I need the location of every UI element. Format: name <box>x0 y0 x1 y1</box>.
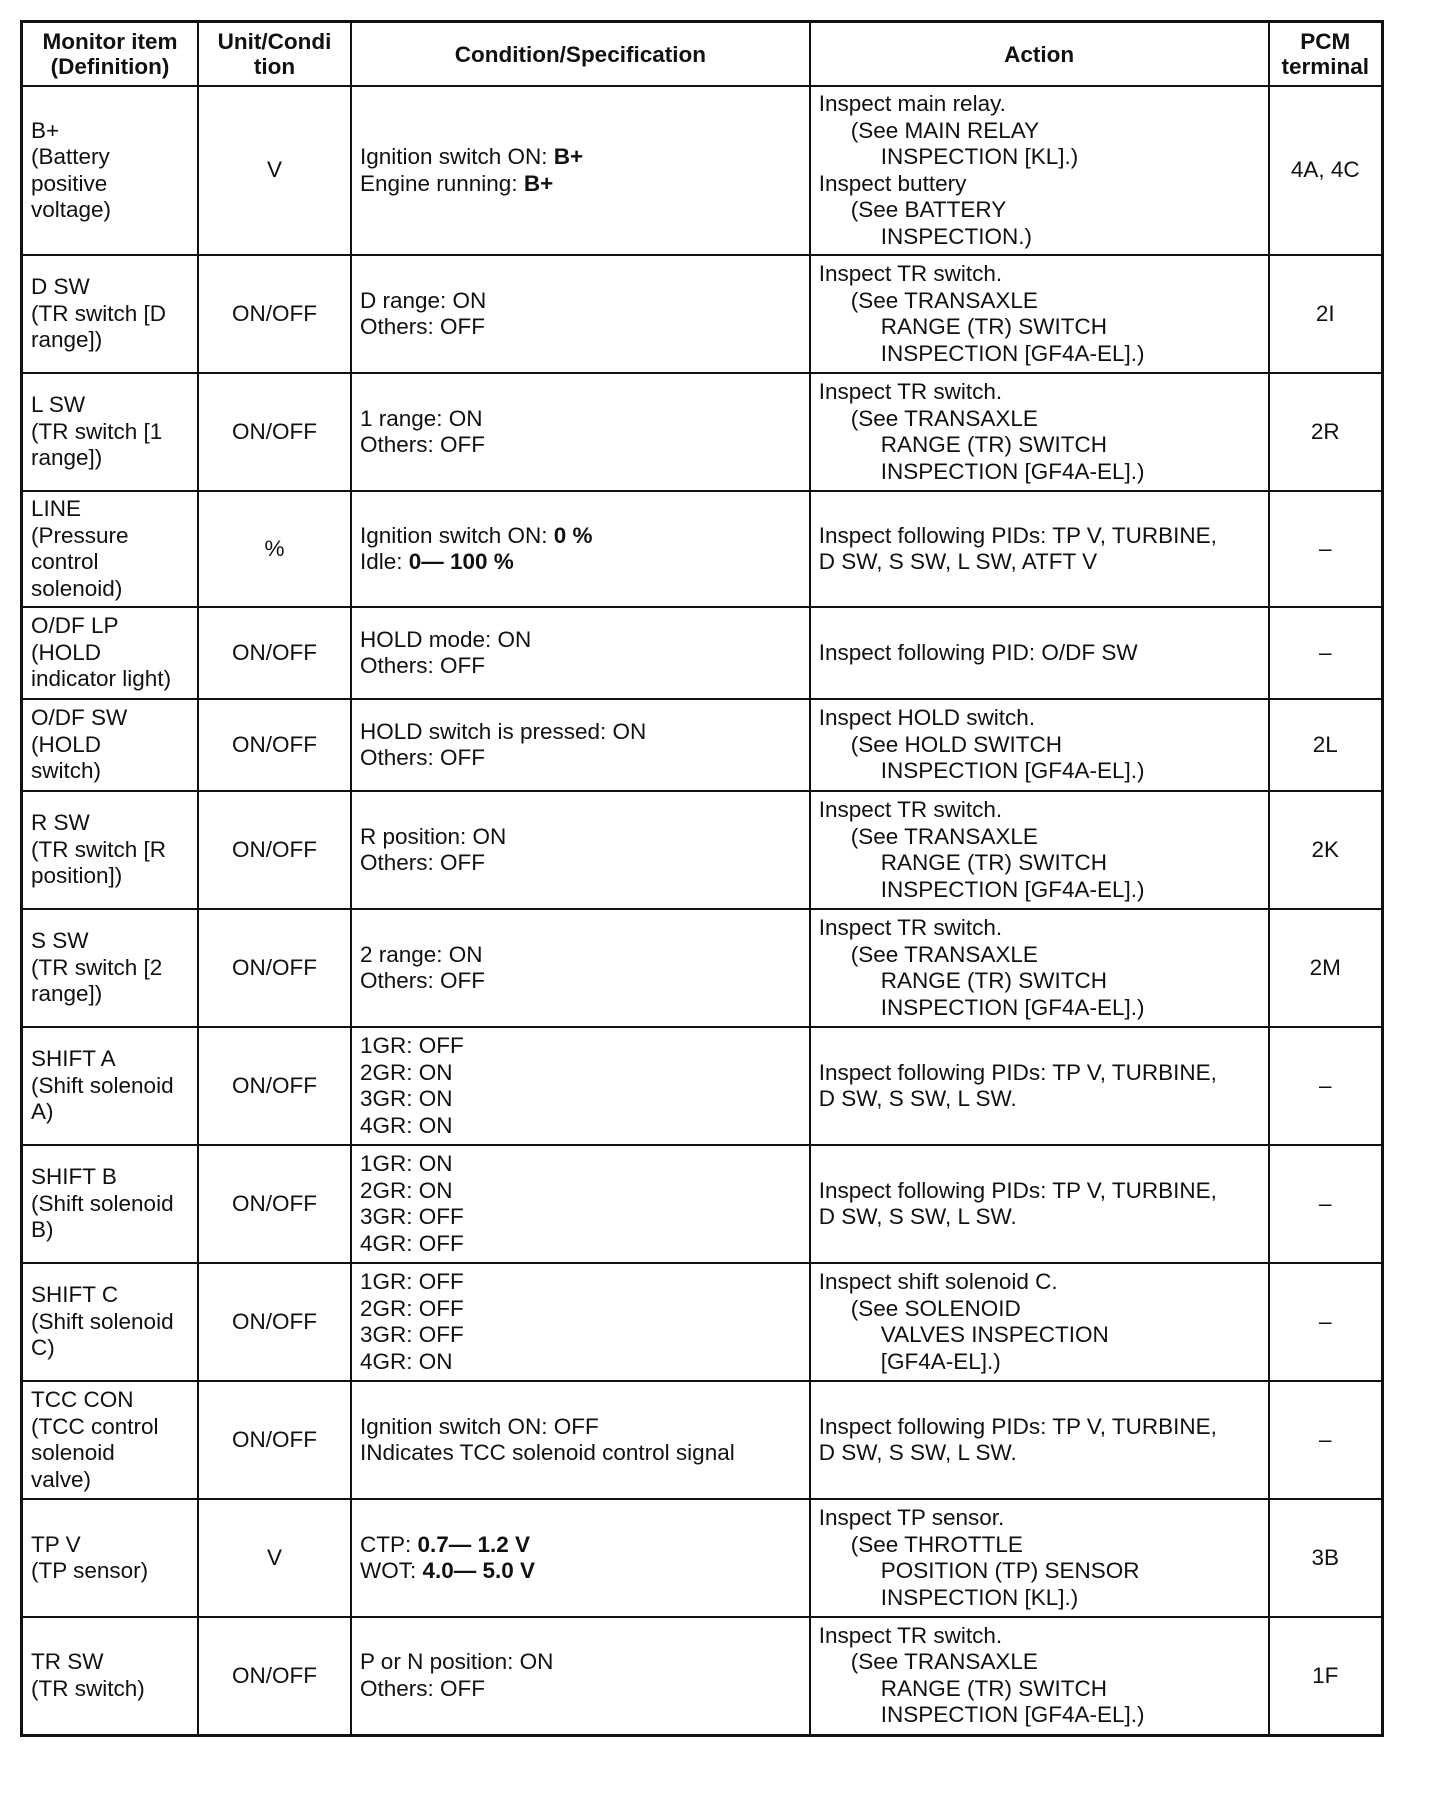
specification-label: 4GR: ON <box>359 1112 453 1138</box>
specification-line <box>360 1440 801 1467</box>
pcm-terminal-cell: 2I <box>1269 255 1383 373</box>
monitor-item-line: (Battery <box>31 144 110 169</box>
specification-line <box>360 850 801 877</box>
unit-cell: V <box>198 86 351 255</box>
action-line: Inspect following PIDs: TP V, TURBINE, <box>818 522 1217 548</box>
monitor-item-line: control <box>31 549 99 574</box>
action-line: Inspect buttery <box>818 170 967 196</box>
specification-cell <box>351 1145 810 1263</box>
monitor-item-line: SHIFT A <box>31 1046 116 1072</box>
action-line: (See TRANSAXLE <box>850 823 1038 849</box>
monitor-item-line: TP V <box>31 1531 81 1557</box>
table-row <box>22 909 1383 1027</box>
monitor-item-line: range]) <box>31 445 103 471</box>
specification-label: Others: OFF <box>359 850 485 875</box>
specification-line <box>360 1269 801 1296</box>
action-line: Inspect following PID: O/DF SW <box>818 639 1138 665</box>
action-line: INSPECTION [GF4A-EL].) <box>880 876 1145 902</box>
monitor-item-line: C) <box>31 1335 55 1361</box>
monitor-item-line: (Shift solenoid <box>31 1308 174 1334</box>
action-cell <box>810 86 1269 255</box>
specification-line <box>360 549 801 576</box>
monitor-item-line: TCC CON <box>31 1387 134 1412</box>
specification-line <box>360 144 801 171</box>
specification-label: P or N position: ON <box>359 1649 554 1675</box>
table-body <box>22 86 1383 1735</box>
specification-line <box>360 719 801 746</box>
action-line: (See SOLENOID <box>850 1295 1021 1321</box>
monitor-item-line: (TR switch [R <box>31 836 166 862</box>
specification-label: Others: OFF <box>359 1675 485 1701</box>
specification-line <box>360 968 801 995</box>
pcm-terminal-cell: – <box>1269 1145 1383 1263</box>
specification-cell <box>351 791 810 909</box>
specification-label: HOLD mode: ON <box>359 626 532 652</box>
unit-cell: ON/OFF <box>198 1145 351 1263</box>
action-line: Inspect TR switch. <box>818 797 1003 822</box>
monitor-item-line: D SW <box>31 274 90 300</box>
specification-line <box>360 1086 801 1113</box>
specification-label: D range: ON <box>359 287 487 313</box>
specification-label: 1GR: OFF <box>359 1033 464 1058</box>
action-line: D SW, S SW, L SW. <box>818 1440 1017 1465</box>
action-line: RANGE (TR) SWITCH <box>880 968 1107 993</box>
pcm-terminal-cell: 2L <box>1269 699 1383 791</box>
specification-cell <box>351 1027 810 1145</box>
pcm-terminal-cell: 3B <box>1269 1499 1383 1617</box>
specification-label: Others: OFF <box>359 653 485 678</box>
specification-line <box>360 314 801 341</box>
specification-line <box>360 1532 801 1559</box>
unit-cell: ON/OFF <box>198 1617 351 1735</box>
specification-value: 0— 100 % <box>408 549 514 574</box>
action-cell <box>810 1263 1269 1381</box>
specification-label: Ignition switch ON: <box>359 522 554 548</box>
specification-value: 0 % <box>553 522 593 548</box>
monitor-item-line: L SW <box>31 392 86 418</box>
table-row <box>22 1263 1383 1381</box>
specification-line <box>360 1349 801 1376</box>
specification-line <box>360 288 801 315</box>
specification-label: 2 range: ON <box>359 941 483 967</box>
action-line: Inspect following PIDs: TP V, TURBINE, <box>818 1059 1217 1085</box>
specification-label: Others: OFF <box>359 432 485 457</box>
monitor-item-line: TR SW <box>31 1649 104 1675</box>
action-line: Inspect TR switch. <box>818 1622 1003 1648</box>
monitor-item-cell <box>22 1381 199 1499</box>
specification-line <box>360 1558 801 1585</box>
table-row <box>22 1499 1383 1617</box>
unit-cell: % <box>198 491 351 607</box>
specification-label: Idle: <box>359 549 409 574</box>
monitor-item-cell <box>22 791 199 909</box>
action-line: INSPECTION [GF4A-EL].) <box>880 340 1145 366</box>
specification-line <box>360 523 801 550</box>
action-cell <box>810 699 1269 791</box>
monitor-item-cell <box>22 1027 199 1145</box>
monitor-item-line: SHIFT C <box>31 1282 119 1308</box>
action-cell <box>810 1145 1269 1263</box>
specification-value: B+ <box>523 170 554 196</box>
action-line: D SW, S SW, L SW. <box>818 1086 1017 1111</box>
unit-cell: V <box>198 1499 351 1617</box>
action-line: [GF4A-EL].) <box>880 1348 1001 1374</box>
specification-cell <box>351 1381 810 1499</box>
specification-line <box>360 432 801 459</box>
action-line: Inspect main relay. <box>818 91 1006 116</box>
action-cell <box>810 1499 1269 1617</box>
monitor-item-line: S SW <box>31 928 89 954</box>
action-line: RANGE (TR) SWITCH <box>880 850 1107 875</box>
monitor-item-line: R SW <box>31 810 90 836</box>
action-cell <box>810 491 1269 607</box>
action-cell <box>810 791 1269 909</box>
specification-cell <box>351 86 810 255</box>
specification-label: 1GR: OFF <box>359 1269 464 1294</box>
table-row <box>22 491 1383 607</box>
specification-value: 4.0— 5.0 V <box>422 1558 536 1583</box>
monitor-item-cell <box>22 373 199 491</box>
specification-label: 2GR: OFF <box>359 1295 464 1321</box>
header-condition-specification: Condition/Specification <box>351 22 810 87</box>
monitor-item-line: solenoid <box>31 1440 115 1465</box>
specification-label: Ignition switch ON: <box>359 144 554 169</box>
monitor-item-cell <box>22 699 199 791</box>
pcm-terminal-cell: – <box>1269 1381 1383 1499</box>
specification-label: 2GR: ON <box>359 1177 453 1203</box>
specification-cell <box>351 1263 810 1381</box>
specification-line <box>360 1204 801 1231</box>
monitor-item-line: O/DF LP <box>31 613 119 639</box>
monitor-item-line: LINE <box>31 496 82 521</box>
specification-label: Others: OFF <box>359 968 485 993</box>
monitor-item-line: valve) <box>31 1466 92 1492</box>
specification-label: 3GR: ON <box>359 1086 453 1111</box>
monitor-item-line: SHIFT B <box>31 1164 117 1190</box>
monitor-item-cell <box>22 491 199 607</box>
unit-cell: ON/OFF <box>198 909 351 1027</box>
action-line: Inspect TR switch. <box>818 261 1003 286</box>
action-cell <box>810 1381 1269 1499</box>
action-cell <box>810 373 1269 491</box>
specification-line <box>360 745 801 772</box>
specification-label: INdicates TCC solenoid control signal <box>359 1440 735 1465</box>
unit-cell: ON/OFF <box>198 699 351 791</box>
unit-cell: ON/OFF <box>198 1381 351 1499</box>
action-line: POSITION (TP) SENSOR <box>880 1558 1140 1583</box>
header-unit-condition: Unit/Condi tion <box>198 22 351 87</box>
header-row <box>22 22 1383 87</box>
table-row <box>22 255 1383 373</box>
monitor-item-line: B) <box>31 1217 54 1243</box>
table-row <box>22 86 1383 255</box>
monitor-item-line: B+ <box>31 117 60 143</box>
action-line: INSPECTION [GF4A-EL].) <box>880 458 1145 484</box>
monitor-item-cell <box>22 1499 199 1617</box>
monitor-item-line: (Pressure <box>31 522 129 548</box>
monitor-item-cell <box>22 1263 199 1381</box>
specification-label: 2GR: ON <box>359 1059 453 1085</box>
action-line: (See BATTERY <box>850 197 1007 222</box>
table-row <box>22 1145 1383 1263</box>
specification-line <box>360 942 801 969</box>
action-cell <box>810 255 1269 373</box>
specification-label: R position: ON <box>359 823 507 849</box>
action-line: Inspect shift solenoid C. <box>818 1269 1058 1294</box>
specification-line <box>360 1322 801 1349</box>
monitor-item-cell <box>22 255 199 373</box>
specification-line <box>360 406 801 433</box>
pcm-terminal-cell: 2K <box>1269 791 1383 909</box>
specification-line <box>360 1649 801 1676</box>
unit-cell: ON/OFF <box>198 791 351 909</box>
table-header <box>22 22 1383 87</box>
unit-cell: ON/OFF <box>198 1027 351 1145</box>
action-cell <box>810 1027 1269 1145</box>
action-line: INSPECTION.) <box>880 223 1033 249</box>
monitor-item-line: solenoid) <box>31 575 123 601</box>
specification-cell <box>351 1499 810 1617</box>
action-line: INSPECTION [KL].) <box>880 144 1079 169</box>
action-line: Inspect TP sensor. <box>818 1505 1005 1530</box>
action-line: D SW, S SW, L SW, ATFT V <box>818 549 1098 574</box>
specification-label: Ignition switch ON: OFF <box>359 1413 599 1439</box>
action-line: (See TRANSAXLE <box>850 1649 1038 1675</box>
action-line: VALVES INSPECTION <box>880 1322 1109 1347</box>
monitor-item-line: (TR switch [2 <box>31 954 163 980</box>
table-row <box>22 607 1383 699</box>
table-row <box>22 699 1383 791</box>
monitor-item-line: positive <box>31 170 108 196</box>
specification-cell <box>351 255 810 373</box>
unit-cell: ON/OFF <box>198 373 351 491</box>
action-line: RANGE (TR) SWITCH <box>880 432 1107 457</box>
action-line: (See HOLD SWITCH <box>850 731 1063 757</box>
pcm-terminal-cell: 4A, 4C <box>1269 86 1383 255</box>
action-line: (See THROTTLE <box>850 1531 1023 1557</box>
monitor-item-line: (Shift solenoid <box>31 1072 174 1098</box>
specification-value: B+ <box>553 144 584 169</box>
monitor-item-cell <box>22 607 199 699</box>
monitor-item-line: (HOLD <box>31 639 102 665</box>
header-action: Action <box>810 22 1269 87</box>
table-row <box>22 1381 1383 1499</box>
monitor-item-line: range]) <box>31 981 103 1007</box>
action-line: INSPECTION [GF4A-EL].) <box>880 758 1145 784</box>
specification-line <box>360 1676 801 1703</box>
action-line: D SW, S SW, L SW. <box>818 1204 1017 1229</box>
specification-line <box>360 824 801 851</box>
monitor-item-line: range]) <box>31 327 103 353</box>
pcm-terminal-cell: 2M <box>1269 909 1383 1027</box>
monitor-item-line: A) <box>31 1099 54 1125</box>
pcm-terminal-cell: 1F <box>1269 1617 1383 1735</box>
specification-cell <box>351 607 810 699</box>
specification-label: 1GR: ON <box>359 1151 453 1176</box>
monitor-item-line: switch) <box>31 758 102 784</box>
specification-cell <box>351 1617 810 1735</box>
monitor-item-line: (HOLD <box>31 731 102 757</box>
monitor-item-line: O/DF SW <box>31 705 128 731</box>
action-line: Inspect HOLD switch. <box>818 705 1036 731</box>
pid-monitor-table <box>20 20 1384 1737</box>
unit-cell: ON/OFF <box>198 255 351 373</box>
specification-line <box>360 1113 801 1140</box>
action-line: (See MAIN RELAY <box>850 117 1040 143</box>
specification-line <box>360 1033 801 1060</box>
action-cell <box>810 909 1269 1027</box>
specification-line <box>360 1060 801 1087</box>
specification-label: HOLD switch is pressed: ON <box>359 718 647 744</box>
specification-line <box>360 1296 801 1323</box>
specification-line <box>360 1151 801 1178</box>
table-row <box>22 1617 1383 1735</box>
specification-label: CTP: <box>359 1531 418 1557</box>
action-line: RANGE (TR) SWITCH <box>880 314 1107 339</box>
table-row <box>22 373 1383 491</box>
specification-label: 4GR: ON <box>359 1348 453 1374</box>
action-cell <box>810 607 1269 699</box>
specification-value: 0.7— 1.2 V <box>417 1531 531 1557</box>
specification-label: 3GR: OFF <box>359 1204 464 1229</box>
pcm-terminal-cell: – <box>1269 1027 1383 1145</box>
specification-cell <box>351 909 810 1027</box>
monitor-item-line: (TCC control <box>31 1413 159 1439</box>
monitor-item-cell <box>22 86 199 255</box>
monitor-item-cell <box>22 1145 199 1263</box>
monitor-item-line: (Shift solenoid <box>31 1190 174 1216</box>
specification-line <box>360 1414 801 1441</box>
action-line: Inspect TR switch. <box>818 915 1003 940</box>
monitor-item-line: voltage) <box>31 197 112 222</box>
specification-label: Others: OFF <box>359 745 485 770</box>
specification-label: 1 range: ON <box>359 405 483 431</box>
specification-line <box>360 1178 801 1205</box>
specification-line <box>360 653 801 680</box>
specification-label: 3GR: OFF <box>359 1322 464 1347</box>
unit-cell: ON/OFF <box>198 607 351 699</box>
action-line: (See TRANSAXLE <box>850 287 1038 313</box>
specification-label: WOT: <box>359 1558 423 1583</box>
action-line: Inspect following PIDs: TP V, TURBINE, <box>818 1413 1217 1439</box>
specification-line <box>360 1231 801 1258</box>
pcm-terminal-cell: – <box>1269 491 1383 607</box>
specification-line <box>360 171 801 198</box>
specification-label: 4GR: OFF <box>359 1230 464 1256</box>
pcm-terminal-cell: – <box>1269 607 1383 699</box>
action-line: (See TRANSAXLE <box>850 941 1038 967</box>
header-pcm-terminal: PCM terminal <box>1269 22 1383 87</box>
action-line: Inspect following PIDs: TP V, TURBINE, <box>818 1177 1217 1203</box>
table-row <box>22 1027 1383 1145</box>
action-line: Inspect TR switch. <box>818 379 1003 404</box>
specification-cell <box>351 491 810 607</box>
specification-cell <box>351 373 810 491</box>
monitor-item-line: (TR switch [1 <box>31 418 163 444</box>
action-line: (See TRANSAXLE <box>850 405 1038 431</box>
monitor-item-line: (TP sensor) <box>31 1558 149 1583</box>
action-line: INSPECTION [GF4A-EL].) <box>880 994 1145 1020</box>
table-row <box>22 791 1383 909</box>
monitor-item-cell <box>22 1617 199 1735</box>
monitor-item-line: indicator light) <box>31 666 172 692</box>
specification-cell <box>351 699 810 791</box>
pcm-terminal-cell: – <box>1269 1263 1383 1381</box>
specification-line <box>360 627 801 654</box>
monitor-item-cell <box>22 909 199 1027</box>
pcm-terminal-cell: 2R <box>1269 373 1383 491</box>
header-monitor-item: Monitor item (Definition) <box>22 22 199 87</box>
monitor-item-line: position]) <box>31 863 123 889</box>
monitor-item-line: (TR switch) <box>31 1675 145 1701</box>
action-line: INSPECTION [KL].) <box>880 1584 1079 1610</box>
action-cell <box>810 1617 1269 1735</box>
action-line: INSPECTION [GF4A-EL].) <box>880 1702 1145 1728</box>
specification-label: Engine running: <box>359 170 524 196</box>
action-line: RANGE (TR) SWITCH <box>880 1675 1107 1701</box>
monitor-item-line: (TR switch [D <box>31 300 166 326</box>
unit-cell: ON/OFF <box>198 1263 351 1381</box>
specification-label: Others: OFF <box>359 314 485 339</box>
